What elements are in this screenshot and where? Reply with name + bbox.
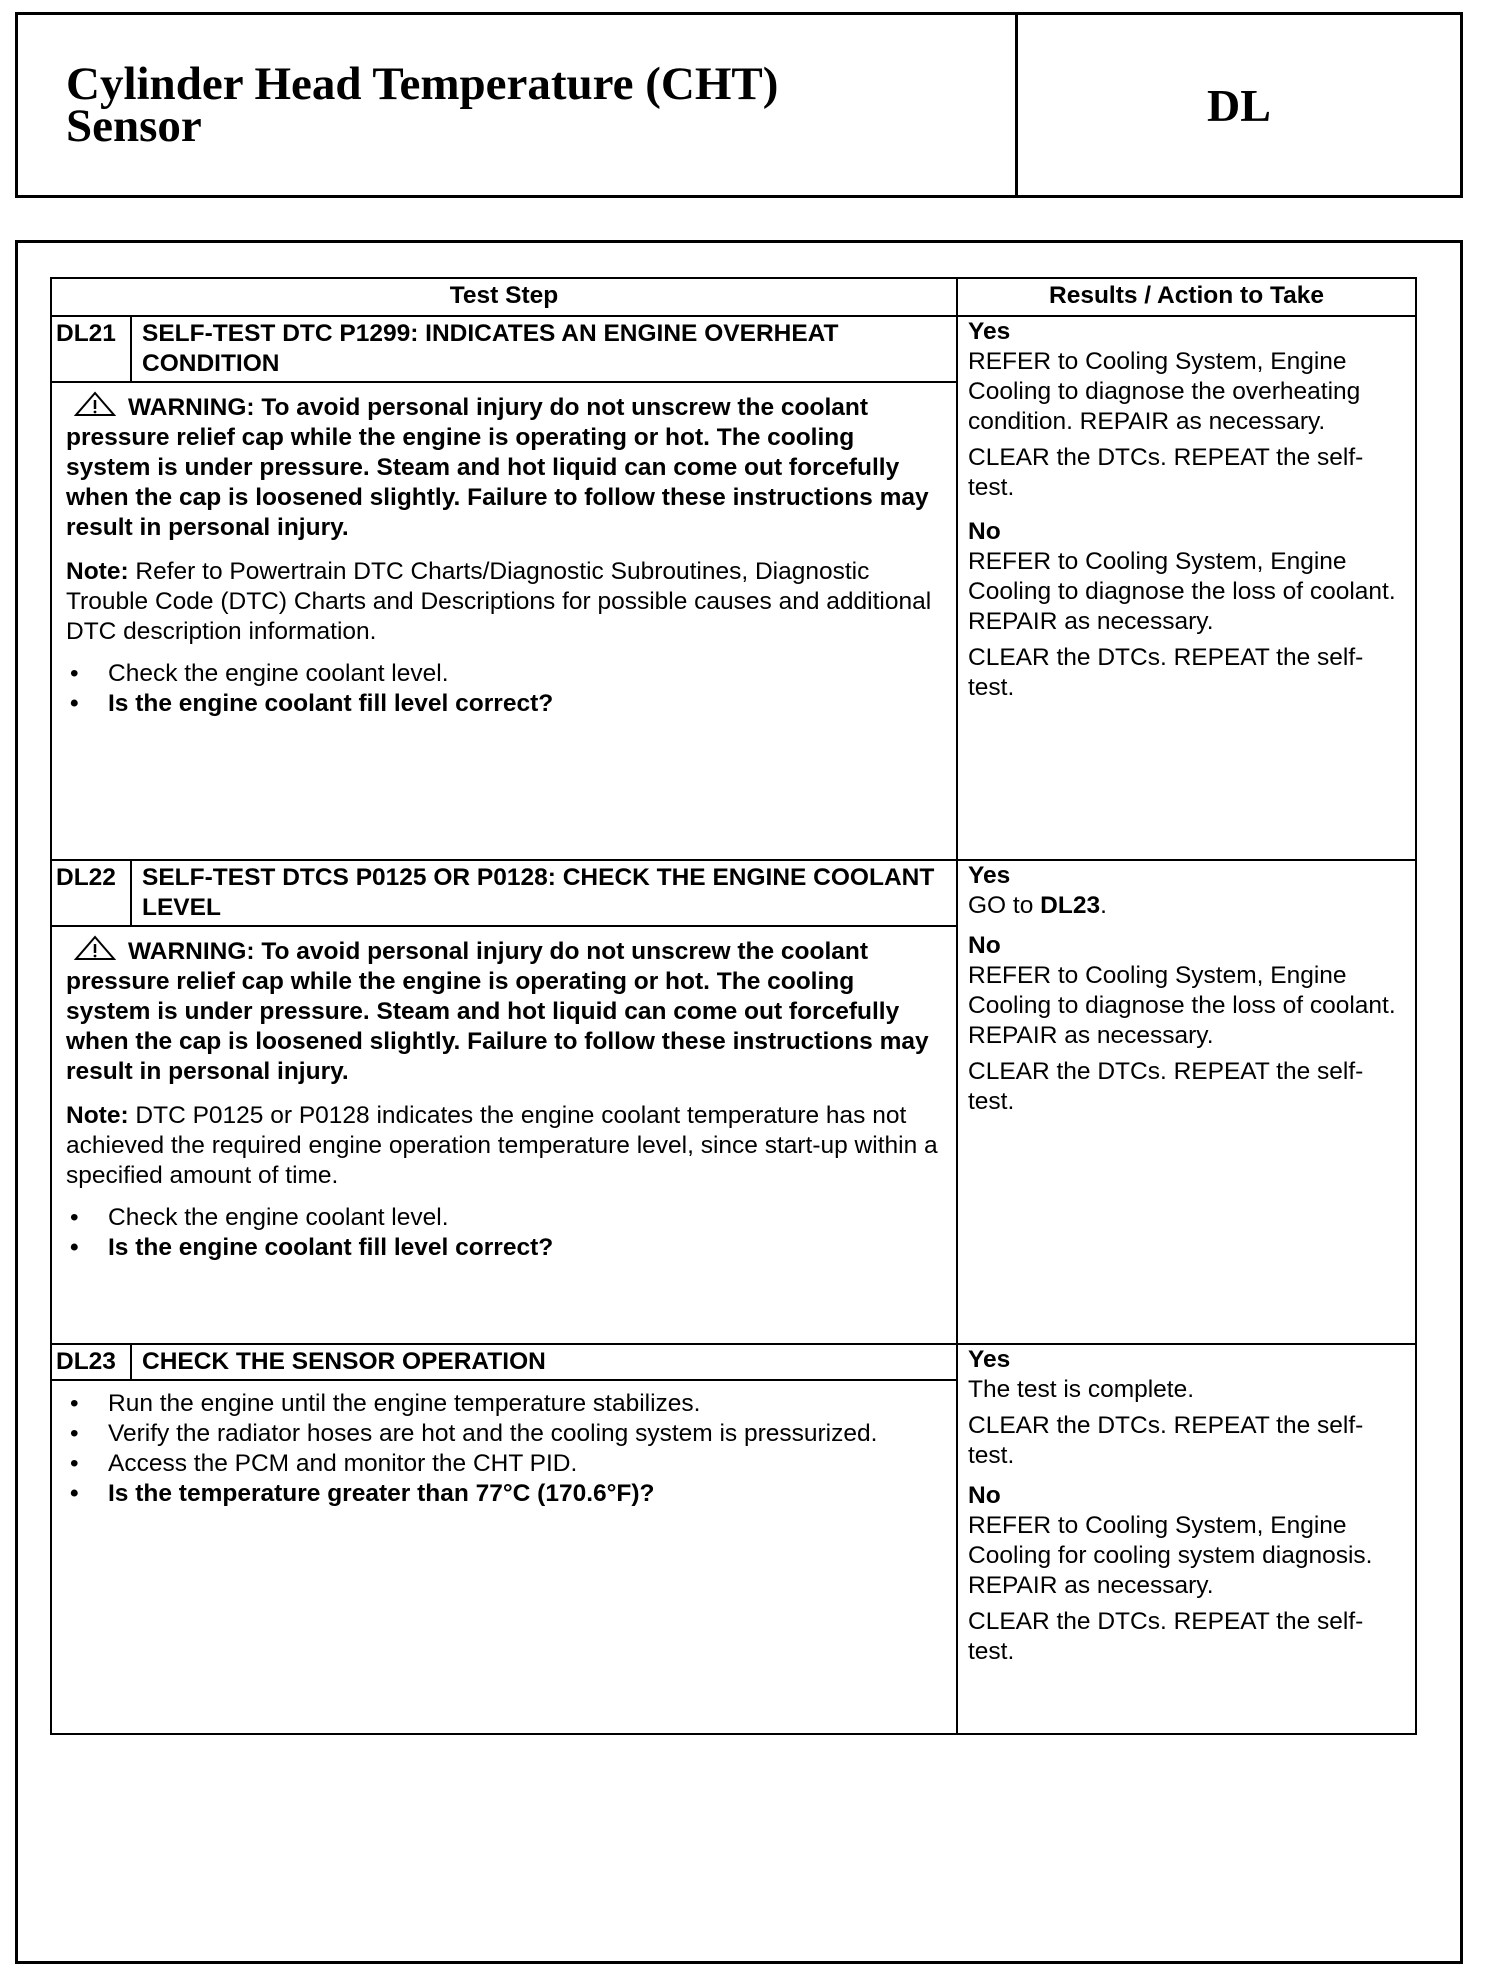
note-block — [66, 557, 938, 647]
result-yes — [968, 317, 1409, 503]
step-code: DL21 — [51, 316, 131, 382]
step-body — [51, 382, 957, 860]
no-action-followup: CLEAR the DTCs. REPEAT the self-test. — [968, 644, 1364, 701]
note-block — [66, 1101, 938, 1191]
goto-prefix: GO to — [968, 892, 1034, 919]
no-action: REFER to Cooling System, Engine Cooling for cooling system diagnosis. REPAIR as necessary. — [968, 1512, 1373, 1599]
warning-text: WARNING: To avoid personal injury do not unscrew the coolant pressure relief cap while the engine is operating or hot. The cooling system is under pressure. Steam and hot liquid can come out forcefully when the cap is loosened slightly. Failure to follow these instructions may result in personal injury. — [66, 394, 929, 541]
result-no — [968, 517, 1409, 703]
warning-triangle-icon — [74, 935, 116, 961]
step-question: • Is the engine coolant fill level correct? — [66, 689, 938, 719]
yes-label: Yes — [968, 1346, 1011, 1373]
yes-action: The test is complete. — [968, 1376, 1195, 1403]
step-results — [957, 860, 1416, 1344]
no-action: REFER to Cooling System, Engine Cooling to diagnose the loss of coolant. REPAIR as necessary. — [968, 548, 1396, 635]
goto-target-link[interactable]: DL23 — [1040, 892, 1101, 919]
step-code: DL23 — [51, 1344, 131, 1380]
step-actions — [66, 1203, 938, 1263]
yes-label: Yes — [968, 862, 1011, 889]
column-header-test-step: Test Step — [51, 278, 957, 316]
step-question: • Is the temperature greater than 77°C (170.6°F)? — [66, 1479, 938, 1509]
result-no — [968, 1481, 1409, 1667]
step-title: CHECK THE SENSOR OPERATION — [131, 1344, 957, 1380]
yes-label: Yes — [968, 318, 1011, 345]
result-yes — [968, 1345, 1409, 1471]
diagnostic-table — [50, 277, 1417, 1735]
list-item: • Check the engine coolant level. — [66, 659, 938, 689]
warning-triangle-icon — [74, 391, 116, 417]
page-title-line2: Sensor — [66, 100, 202, 152]
step-actions — [66, 1389, 938, 1509]
note-text: DTC P0125 or P0128 indicates the engine coolant temperature has not achieved the required engine operation temperature level, since start-up within a specified amount of time. — [66, 1102, 938, 1189]
list-item: • Access the PCM and monitor the CHT PID. — [66, 1449, 938, 1479]
section-code: DL — [1207, 79, 1271, 131]
step-body — [51, 926, 957, 1344]
step-title-row — [51, 860, 1416, 926]
step-title: SELF-TEST DTCS P0125 OR P0128: CHECK THE ENGINE COOLANT LEVEL — [131, 860, 957, 926]
warning-block — [66, 935, 938, 1087]
list-item: • Check the engine coolant level. — [66, 1203, 938, 1233]
list-item: • Run the engine until the engine temperature stabilizes. — [66, 1389, 938, 1419]
no-action: REFER to Cooling System, Engine Cooling to diagnose the loss of coolant. REPAIR as necessary. — [968, 962, 1396, 1049]
yes-action-followup: CLEAR the DTCs. REPEAT the self-test. — [968, 1412, 1364, 1469]
step-results — [957, 316, 1416, 860]
step-title-row — [51, 316, 1416, 382]
column-header-results: Results / Action to Take — [957, 278, 1416, 316]
yes-action-followup: CLEAR the DTCs. REPEAT the self-test. — [968, 444, 1364, 501]
page-header — [15, 12, 1463, 198]
yes-goto: GO to DL23. — [968, 892, 1107, 919]
note-label: Note: — [66, 1102, 129, 1129]
page-title-line1: Cylinder Head Temperature (CHT) — [66, 58, 779, 110]
no-label: No — [968, 518, 1001, 545]
no-label: No — [968, 932, 1001, 959]
note-text: Refer to Powertrain DTC Charts/Diagnostic Subroutines, Diagnostic Trouble Code (DTC) Charts and Descriptions for possible causes and additional DTC description information. — [66, 558, 932, 645]
step-code: DL22 — [51, 860, 131, 926]
step-body — [51, 1380, 957, 1734]
table-header-row — [51, 278, 1416, 316]
result-no — [968, 931, 1409, 1117]
yes-action: REFER to Cooling System, Engine Cooling to diagnose the overheating condition. REPAIR as necessary. — [968, 348, 1361, 435]
list-item: • Verify the radiator hoses are hot and the cooling system is pressurized. — [66, 1419, 938, 1449]
result-yes — [968, 861, 1409, 921]
step-question: • Is the engine coolant fill level correct? — [66, 1233, 938, 1263]
step-results — [957, 1344, 1416, 1734]
warning-block — [66, 391, 938, 543]
page-title — [18, 15, 1018, 195]
no-label: No — [968, 1482, 1001, 1509]
step-actions — [66, 659, 938, 719]
no-action-followup: CLEAR the DTCs. REPEAT the self-test. — [968, 1608, 1364, 1665]
step-title-row — [51, 1344, 1416, 1380]
note-label: Note: — [66, 558, 129, 585]
step-title: SELF-TEST DTC P1299: INDICATES AN ENGINE OVERHEAT CONDITION — [131, 316, 957, 382]
no-action-followup: CLEAR the DTCs. REPEAT the self-test. — [968, 1058, 1364, 1115]
warning-text: WARNING: To avoid personal injury do not unscrew the coolant pressure relief cap while the engine is operating or hot. The cooling system is under pressure. Steam and hot liquid can come out forcefully when the cap is loosened slightly. Failure to follow these instructions may result in personal injury. — [66, 938, 929, 1085]
